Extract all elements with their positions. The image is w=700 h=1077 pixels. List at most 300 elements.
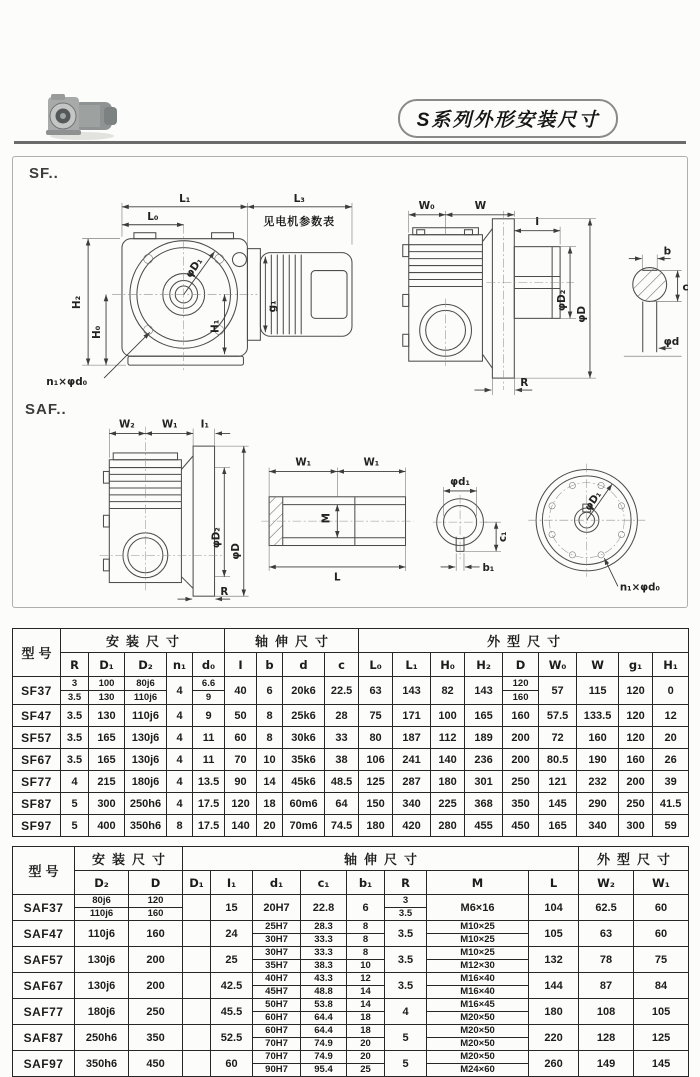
value-cell: 340 (577, 815, 619, 837)
value-cell: 128 (579, 1025, 634, 1051)
value-cell: 42.5 (211, 973, 253, 999)
value-cell: 64 (325, 793, 359, 815)
value-cell: 180 (529, 999, 579, 1025)
sf-drawing-label: SF.. (29, 165, 59, 182)
value-cell: 125 (634, 1025, 689, 1051)
value-cell (183, 999, 211, 1025)
value-cell: 232 (577, 771, 619, 793)
value-cell: 8 10 (347, 947, 385, 973)
model-cell: SAF47 (13, 921, 75, 947)
saf-side-view (100, 427, 224, 597)
value-cell: M10×25 M12×30 (427, 947, 529, 973)
value-cell: 120 (619, 677, 653, 705)
column-header: D₁ (183, 871, 211, 895)
model-cell: SF37 (13, 677, 61, 705)
value-cell: 225 (431, 793, 465, 815)
value-cell: 165 (89, 749, 125, 771)
value-cell (183, 973, 211, 999)
value-cell: 10 (257, 749, 283, 771)
value-cell: 160 (619, 749, 653, 771)
sf-front-view (112, 225, 352, 370)
value-cell: 110j6 (125, 705, 167, 727)
value-cell: 60 (634, 921, 689, 947)
value-cell: 52.5 (211, 1025, 253, 1051)
value-cell: 87 (579, 973, 634, 999)
table-row (13, 727, 689, 749)
value-cell: 50H7 60H7 (253, 999, 301, 1025)
value-cell: 22.5 (325, 677, 359, 705)
dim-label-c1: c₁ (497, 531, 509, 543)
dim-label-h0: H₀ (91, 325, 104, 339)
model-cell: SAF67 (13, 973, 75, 999)
value-cell: 250 (129, 999, 183, 1025)
value-cell: 115 (577, 677, 619, 705)
value-cell: M16×40 M16×40 (427, 973, 529, 999)
value-cell: 43.3 48.8 (301, 973, 347, 999)
column-header: b₁ (347, 871, 385, 895)
dim-label-phi-d: φD (230, 543, 242, 560)
value-cell: 143 (393, 677, 431, 705)
value-cell: 104 (529, 895, 579, 921)
dim-label-w: W (474, 199, 487, 212)
value-cell: 4 (167, 705, 193, 727)
value-cell: 5 (385, 1051, 427, 1077)
value-cell: 220 (529, 1025, 579, 1051)
value-cell: 60H7 70H7 (253, 1025, 301, 1051)
value-cell: 250 (619, 793, 653, 815)
value-cell: 45k6 (283, 771, 325, 793)
value-cell: 20H7 (253, 895, 301, 921)
value-cell: 20 25 (347, 1051, 385, 1077)
column-header: D₁ (89, 653, 125, 677)
column-header: D (503, 653, 539, 677)
column-header: L₁ (393, 653, 431, 677)
value-cell: 150 (359, 793, 393, 815)
value-cell: 14 18 (347, 999, 385, 1025)
value-cell: M20×50 M20×50 (427, 1025, 529, 1051)
value-cell: 287 (393, 771, 431, 793)
dim-label-r: R (520, 377, 529, 390)
value-cell: 105 (529, 921, 579, 947)
value-cell (183, 895, 211, 921)
value-cell: 200 (129, 973, 183, 999)
value-cell: 450 (129, 1051, 183, 1077)
column-header: L₀ (359, 653, 393, 677)
dim-label-i: I (535, 215, 540, 228)
value-cell: M6×16 (427, 895, 529, 921)
value-cell: 420 (393, 815, 431, 837)
value-cell: 70H7 90H7 (253, 1051, 301, 1077)
column-group-header: 外型尺寸 (579, 847, 689, 871)
value-cell: 6 (347, 895, 385, 921)
value-cell: 45.5 (211, 999, 253, 1025)
column-group-header: 安装尺寸 (75, 847, 183, 871)
value-cell: 80j6 110j6 (125, 677, 167, 705)
value-cell: 160 (577, 727, 619, 749)
model-column-header: 型号 (13, 629, 61, 677)
value-cell: 180 (359, 815, 393, 837)
value-cell: 108 (579, 999, 634, 1025)
value-cell: 80j6 110j6 (75, 895, 129, 921)
value-cell: 4 (167, 771, 193, 793)
value-cell: 82 (431, 677, 465, 705)
value-cell: 250 (503, 771, 539, 793)
value-cell: 14 (257, 771, 283, 793)
value-cell: 28 (325, 705, 359, 727)
model-cell: SAF77 (13, 999, 75, 1025)
value-cell: 350h6 (75, 1051, 129, 1077)
column-group-header: 外型尺寸 (359, 629, 689, 653)
value-cell: 165 (89, 727, 125, 749)
value-cell: 200 (503, 727, 539, 749)
value-cell: 130j6 (75, 947, 129, 973)
value-cell: 80 (359, 727, 393, 749)
column-header: c (325, 653, 359, 677)
value-cell: 39 (653, 771, 689, 793)
column-header: D₂ (75, 871, 129, 895)
value-cell: 133.5 (577, 705, 619, 727)
dim-label-n1-d0: n₁×φd₀ (619, 582, 660, 594)
value-cell: 236 (465, 749, 503, 771)
value-cell: 74.9 95.4 (301, 1051, 347, 1077)
value-cell: 3.5 (385, 973, 427, 999)
table-row (13, 677, 689, 705)
value-cell: 17.5 (193, 815, 225, 837)
value-cell: 455 (465, 815, 503, 837)
value-cell: 90 (225, 771, 257, 793)
dim-label-w1-left: W₁ (295, 457, 312, 469)
column-header: W₀ (539, 653, 577, 677)
column-group-header: 安装尺寸 (61, 629, 225, 653)
column-header: D (129, 871, 183, 895)
dim-label-r: R (220, 587, 229, 599)
table-row (13, 1051, 689, 1077)
model-column-header: 型号 (13, 847, 75, 895)
value-cell: 145 (539, 793, 577, 815)
page-title-text: S系列外形安装尺寸 (416, 110, 600, 131)
column-header: W₁ (634, 871, 689, 895)
value-cell: 250h6 (125, 793, 167, 815)
value-cell: 400 (89, 815, 125, 837)
value-cell (183, 1025, 211, 1051)
value-cell: 18 20 (347, 1025, 385, 1051)
dim-label-i1: I₁ (200, 419, 209, 431)
value-cell: 300 (619, 815, 653, 837)
value-cell: 4 (167, 793, 193, 815)
value-cell: 53.8 64.4 (301, 999, 347, 1025)
value-cell: 24 (211, 921, 253, 947)
value-cell: 350h6 (125, 815, 167, 837)
value-cell (183, 921, 211, 947)
value-cell: 121 (539, 771, 577, 793)
table-row (13, 815, 689, 837)
value-cell: 6 (257, 677, 283, 705)
value-cell: 187 (393, 727, 431, 749)
column-header: b (257, 653, 283, 677)
dim-label-w2: W₂ (118, 419, 135, 431)
value-cell: 130j6 (125, 749, 167, 771)
value-cell: 290 (577, 793, 619, 815)
column-header: n₁ (167, 653, 193, 677)
value-cell: 28.3 33.3 (301, 921, 347, 947)
value-cell: 4 (385, 999, 427, 1025)
value-cell: 5 (385, 1025, 427, 1051)
table-row (13, 705, 689, 727)
dim-label-phi-d: φD (575, 305, 588, 323)
value-cell: 40H7 45H7 (253, 973, 301, 999)
drawing-panel (12, 156, 688, 608)
value-cell: 132 (529, 947, 579, 973)
dim-label-m: M (321, 513, 333, 524)
value-cell: 171 (393, 705, 431, 727)
dim-label-g1: g₁ (266, 300, 279, 313)
dim-label-c: c (682, 281, 689, 294)
value-cell: 160 (503, 705, 539, 727)
column-group-header: 轴伸尺寸 (183, 847, 579, 871)
model-cell: SF47 (13, 705, 61, 727)
value-cell (183, 947, 211, 973)
dim-label-l3: L₃ (293, 192, 305, 205)
value-cell: 140 (431, 749, 465, 771)
dim-label-h2: H₂ (71, 295, 84, 310)
value-cell: 215 (89, 771, 125, 793)
column-header: g₁ (619, 653, 653, 677)
value-cell: 57.5 (539, 705, 577, 727)
model-cell: SF97 (13, 815, 61, 837)
column-header: d₁ (253, 871, 301, 895)
column-header: d (283, 653, 325, 677)
value-cell: 6.6 9 (193, 677, 225, 705)
value-cell: 11 (193, 727, 225, 749)
value-cell: 200 (619, 771, 653, 793)
saf-hollow-shaft-view (257, 476, 413, 573)
value-cell: 3 3.5 (61, 677, 89, 705)
model-cell: SF87 (13, 793, 61, 815)
dim-label-b: b (663, 245, 672, 258)
value-cell: 70m6 (283, 815, 325, 837)
dim-label-h1: H₁ (209, 319, 222, 333)
value-cell: 15 (211, 895, 253, 921)
saf-dimension-table (12, 846, 689, 1077)
value-cell: 3.5 (61, 727, 89, 749)
sf-side-view (403, 211, 574, 390)
column-group-header: 轴伸尺寸 (225, 629, 359, 653)
value-cell: 120 160 (129, 895, 183, 921)
value-cell: 241 (393, 749, 431, 771)
value-cell: 280 (431, 815, 465, 837)
dim-label-phi-d-small: φd (663, 336, 680, 349)
value-cell: 0 (653, 677, 689, 705)
value-cell: 20 (653, 727, 689, 749)
saf-hollow-shaft-dimensions (269, 458, 405, 584)
dim-label-phi-D1: φD₁ (582, 489, 604, 513)
dim-label-phi-d2: φD₂ (556, 289, 569, 312)
value-cell: 9 (193, 705, 225, 727)
value-cell: 140 (225, 815, 257, 837)
column-header: c₁ (301, 871, 347, 895)
sf-front-dimensions (46, 193, 352, 388)
value-cell: 20k6 (283, 677, 325, 705)
value-cell: 3.5 (61, 705, 89, 727)
dim-label-n1-d0: n₁×φd₀ (46, 376, 88, 389)
value-cell: 59 (653, 815, 689, 837)
value-cell: 143 (465, 677, 503, 705)
value-cell: 3.5 (385, 947, 427, 973)
value-cell: 301 (465, 771, 503, 793)
value-cell: 64.4 74.9 (301, 1025, 347, 1051)
value-cell: 106 (359, 749, 393, 771)
value-cell: 12 14 (347, 973, 385, 999)
table-row (13, 999, 689, 1025)
value-cell: 40 (225, 677, 257, 705)
value-cell: 63 (359, 677, 393, 705)
value-cell: 35k6 (283, 749, 325, 771)
dim-label-l0: L₀ (147, 210, 159, 223)
table-row (13, 895, 689, 921)
product-photo-gearmotor (44, 90, 122, 142)
value-cell: M10×25 M10×25 (427, 921, 529, 947)
value-cell: 74.5 (325, 815, 359, 837)
column-header: L (529, 871, 579, 895)
value-cell: 75 (634, 947, 689, 973)
column-header: H₂ (465, 653, 503, 677)
value-cell: 25 (211, 947, 253, 973)
value-cell: 26 (653, 749, 689, 771)
value-cell: 105 (634, 999, 689, 1025)
value-cell: 4 (167, 727, 193, 749)
value-cell: 8 (257, 727, 283, 749)
value-cell: 145 (634, 1051, 689, 1077)
value-cell: 5 (61, 815, 89, 837)
value-cell: 130j6 (125, 727, 167, 749)
value-cell: 4 (167, 677, 193, 705)
table-row (13, 947, 689, 973)
value-cell (183, 1051, 211, 1077)
value-cell: 100 (431, 705, 465, 727)
value-cell: 57 (539, 677, 577, 705)
value-cell: 112 (431, 727, 465, 749)
value-cell: 8 (167, 815, 193, 837)
value-cell: 190 (577, 749, 619, 771)
saf-flange-face-view (528, 464, 660, 594)
value-cell: 12 (653, 705, 689, 727)
column-header: R (61, 653, 89, 677)
value-cell: 78 (579, 947, 634, 973)
value-cell: 120 160 (503, 677, 539, 705)
column-header: H₀ (431, 653, 465, 677)
value-cell: 17.5 (193, 793, 225, 815)
model-cell: SF67 (13, 749, 61, 771)
column-header: I (225, 653, 257, 677)
value-cell: 33.3 38.3 (301, 947, 347, 973)
value-cell: 130j6 (75, 973, 129, 999)
dim-label-w1: W₁ (161, 419, 178, 431)
value-cell: 70 (225, 749, 257, 771)
value-cell: 149 (579, 1051, 634, 1077)
value-cell: 8 8 (347, 921, 385, 947)
value-cell: 120 (619, 705, 653, 727)
value-cell: 165 (539, 815, 577, 837)
value-cell: 5 (61, 793, 89, 815)
value-cell: 250h6 (75, 1025, 129, 1051)
value-cell: 60 (211, 1051, 253, 1077)
column-header: H₁ (653, 653, 689, 677)
dim-label-l1: L₁ (179, 192, 191, 205)
value-cell: 110j6 (75, 921, 129, 947)
value-cell: 22.8 (301, 895, 347, 921)
column-header: d₀ (193, 653, 225, 677)
value-cell: 30k6 (283, 727, 325, 749)
dim-label-phi-d1-small: φd₁ (450, 477, 470, 489)
column-header: W (577, 653, 619, 677)
value-cell: 60 (225, 727, 257, 749)
value-cell: 180 (431, 771, 465, 793)
value-cell: 300 (89, 793, 125, 815)
value-cell: 120 (619, 727, 653, 749)
saf-shaft-bore-section (433, 477, 509, 574)
value-cell: 80.5 (539, 749, 577, 771)
value-cell: 120 (225, 793, 257, 815)
value-cell: 60 (634, 895, 689, 921)
dim-label-l: L (334, 572, 341, 584)
value-cell: 125 (359, 771, 393, 793)
value-cell: 11 (193, 749, 225, 771)
value-cell: 4 (61, 771, 89, 793)
value-cell: 368 (465, 793, 503, 815)
value-cell: 50 (225, 705, 257, 727)
value-cell: 160 (129, 921, 183, 947)
model-cell: SAF97 (13, 1051, 75, 1077)
value-cell: 72 (539, 727, 577, 749)
value-cell: 84 (634, 973, 689, 999)
value-cell: 20 (257, 815, 283, 837)
value-cell: 3.5 (61, 749, 89, 771)
value-cell: 30H7 35H7 (253, 947, 301, 973)
dim-label-b1: b₁ (482, 562, 495, 574)
value-cell: 3 3.5 (385, 895, 427, 921)
value-cell: 62.5 (579, 895, 634, 921)
value-cell: 450 (503, 815, 539, 837)
motor-note: 见电机参数表 (263, 214, 336, 228)
value-cell: 3.5 (385, 921, 427, 947)
table-row (13, 771, 689, 793)
model-cell: SF57 (13, 727, 61, 749)
value-cell: 13.5 (193, 771, 225, 793)
value-cell: 144 (529, 973, 579, 999)
value-cell: 189 (465, 727, 503, 749)
model-cell: SF77 (13, 771, 61, 793)
value-cell: 8 (257, 705, 283, 727)
value-cell: 38 (325, 749, 359, 771)
column-header: D₂ (125, 653, 167, 677)
table-row (13, 973, 689, 999)
sf-side-dimensions (409, 200, 596, 395)
value-cell: 200 (503, 749, 539, 771)
value-cell: 200 (129, 947, 183, 973)
table-row (13, 921, 689, 947)
dim-label-phi-d2: φD₂ (211, 527, 223, 549)
column-header: M (427, 871, 529, 895)
header-divider (14, 141, 686, 144)
dim-label-w1-right: W₁ (363, 457, 380, 469)
column-header: W₂ (579, 871, 634, 895)
model-cell: SAF87 (13, 1025, 75, 1051)
dim-label-w0: W₀ (418, 199, 435, 212)
model-cell: SAF37 (13, 895, 75, 921)
value-cell: 180j6 (125, 771, 167, 793)
value-cell: 260 (529, 1051, 579, 1077)
value-cell: M20×50 M24×60 (427, 1051, 529, 1077)
